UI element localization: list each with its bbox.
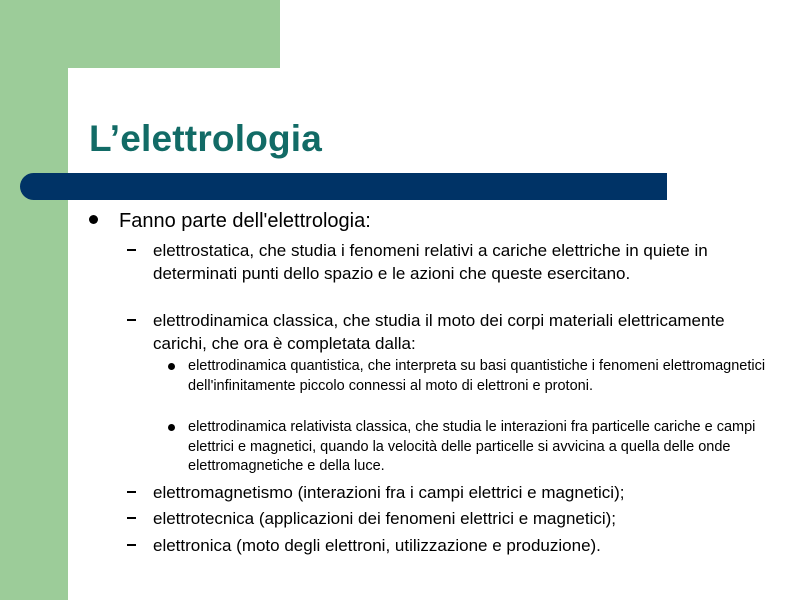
dash-icon xyxy=(127,491,136,493)
sublist-item-quantum-electrodynamics: elettrodinamica quantistica, che interpreta su basi quantistiche i fenomeni elettromagnetici dell'infinitamente piccolo connessi al moto di elettroni e protoni. xyxy=(188,358,766,394)
sublist-item-relativistic-electrodynamics: elettrodinamica relativista classica, che studia le interazioni fra particelle cariche e campi elettrici e magnetici, quando la velocità delle particelle si avvicina a quella delle onde elettromagnetiche e della luce. xyxy=(188,419,756,474)
list-item-classical-electrodynamics: elettrodinamica classica, che studia il moto dei corpi materiali elettricamente carichi, che ora è completata dalla: xyxy=(153,311,725,353)
decor-green-left xyxy=(0,0,68,600)
dash-icon xyxy=(127,517,136,519)
main-bullet: Fanno parte dell'elettrologia: xyxy=(119,210,371,232)
title-underline-bar xyxy=(20,173,667,200)
dash-icon xyxy=(127,249,136,251)
slide-title: L’elettrologia xyxy=(89,118,323,159)
dash-icon xyxy=(127,544,136,546)
bullet-dot-icon xyxy=(168,424,175,431)
dash-icon xyxy=(127,319,136,321)
list-item-electrostatics: elettrostatica, che studia i fenomeni relativi a cariche elettriche in quiete in determinati punti dello spazio e le azioni che queste esercitano. xyxy=(153,241,708,283)
bullet-dot-icon xyxy=(89,215,98,224)
list-item-electromagnetism: elettromagnetismo (interazioni fra i campi elettrici e magnetici); xyxy=(153,483,625,502)
list-item-electrotechnics: elettrotecnica (applicazioni dei fenomeni elettrici e magnetici); xyxy=(153,509,617,528)
bullet-dot-icon xyxy=(168,363,175,370)
list-item-electronics: elettronica (moto degli elettroni, utilizzazione e produzione). xyxy=(153,536,601,555)
